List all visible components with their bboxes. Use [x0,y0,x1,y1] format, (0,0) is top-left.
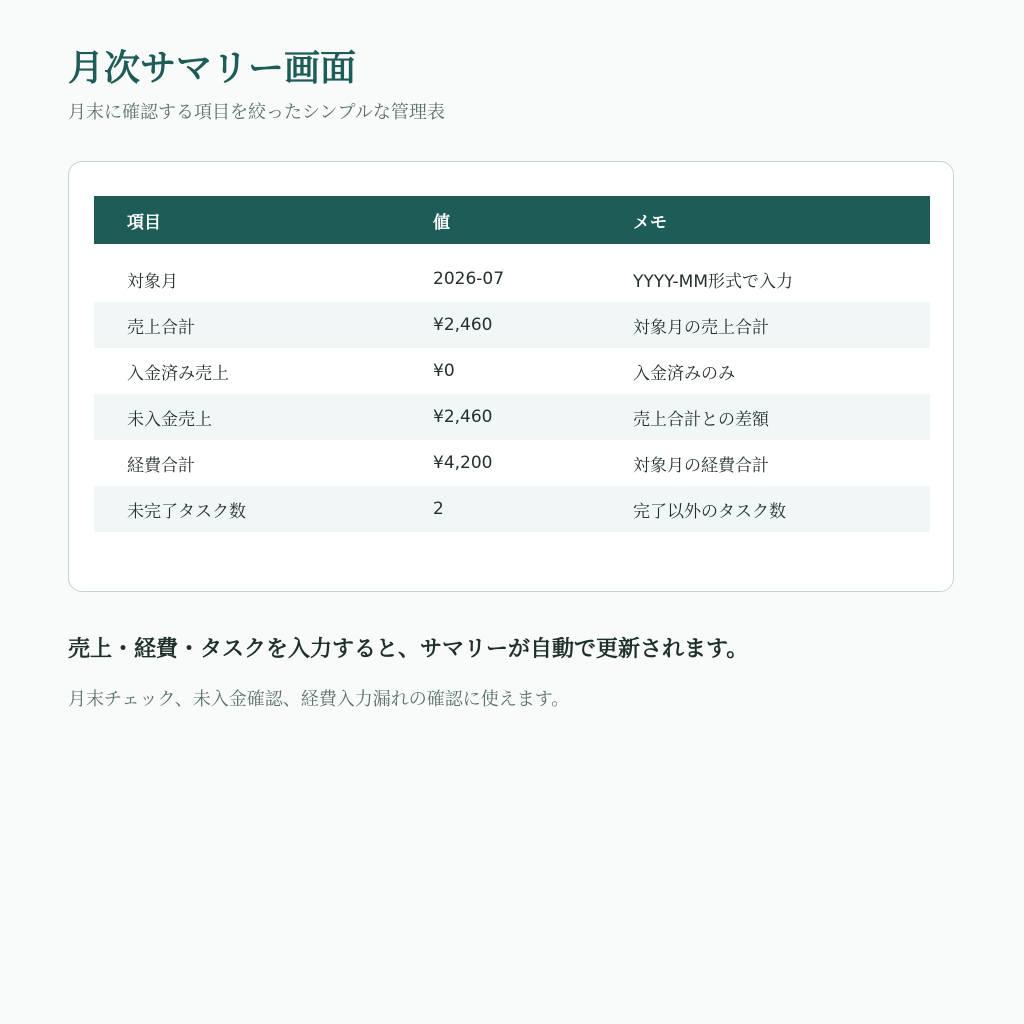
table-row [94,348,930,394]
row-value: ¥2,460 [433,394,633,440]
column-header-memo: メモ [633,196,930,244]
row-item: 経費合計 [94,440,433,486]
row-value: ¥4,200 [433,440,633,486]
column-header-value: 値 [433,196,633,244]
row-value: 2026-07 [433,256,633,302]
row-value: ¥2,460 [433,302,633,348]
column-header-item: 項目 [94,196,433,244]
row-memo: 対象月の売上合計 [633,302,930,348]
row-item: 未入金売上 [94,394,433,440]
row-value: ¥0 [433,348,633,394]
table-row [94,394,930,440]
table-spacer [94,244,930,256]
row-memo: 完了以外のタスク数 [633,486,930,532]
row-item: 入金済み売上 [94,348,433,394]
page-title: 月次サマリー画面 [68,48,357,89]
row-item: 未完了タスク数 [94,486,433,532]
usage-note: 月末チェック、未入金確認、経費入力漏れの確認に使えます。 [68,689,570,710]
row-memo: 対象月の経費合計 [633,440,930,486]
row-item: 売上合計 [94,302,433,348]
row-memo: 売上合計との差額 [633,394,930,440]
table-row [94,302,930,348]
row-value: 2 [433,486,633,532]
row-memo: YYYY-MM形式で入力 [633,256,930,302]
table-row [94,486,930,532]
summary-card [68,161,954,592]
table-header-row [94,196,930,244]
summary-table [94,196,930,532]
page-subtitle: 月末に確認する項目を絞ったシンプルな管理表 [68,102,445,123]
row-memo: 入金済みのみ [633,348,930,394]
table-row [94,440,930,486]
auto-update-note: 売上・経費・タスクを入力すると、サマリーが自動で更新されます。 [68,637,749,662]
table-row [94,256,930,302]
row-item: 対象月 [94,256,433,302]
